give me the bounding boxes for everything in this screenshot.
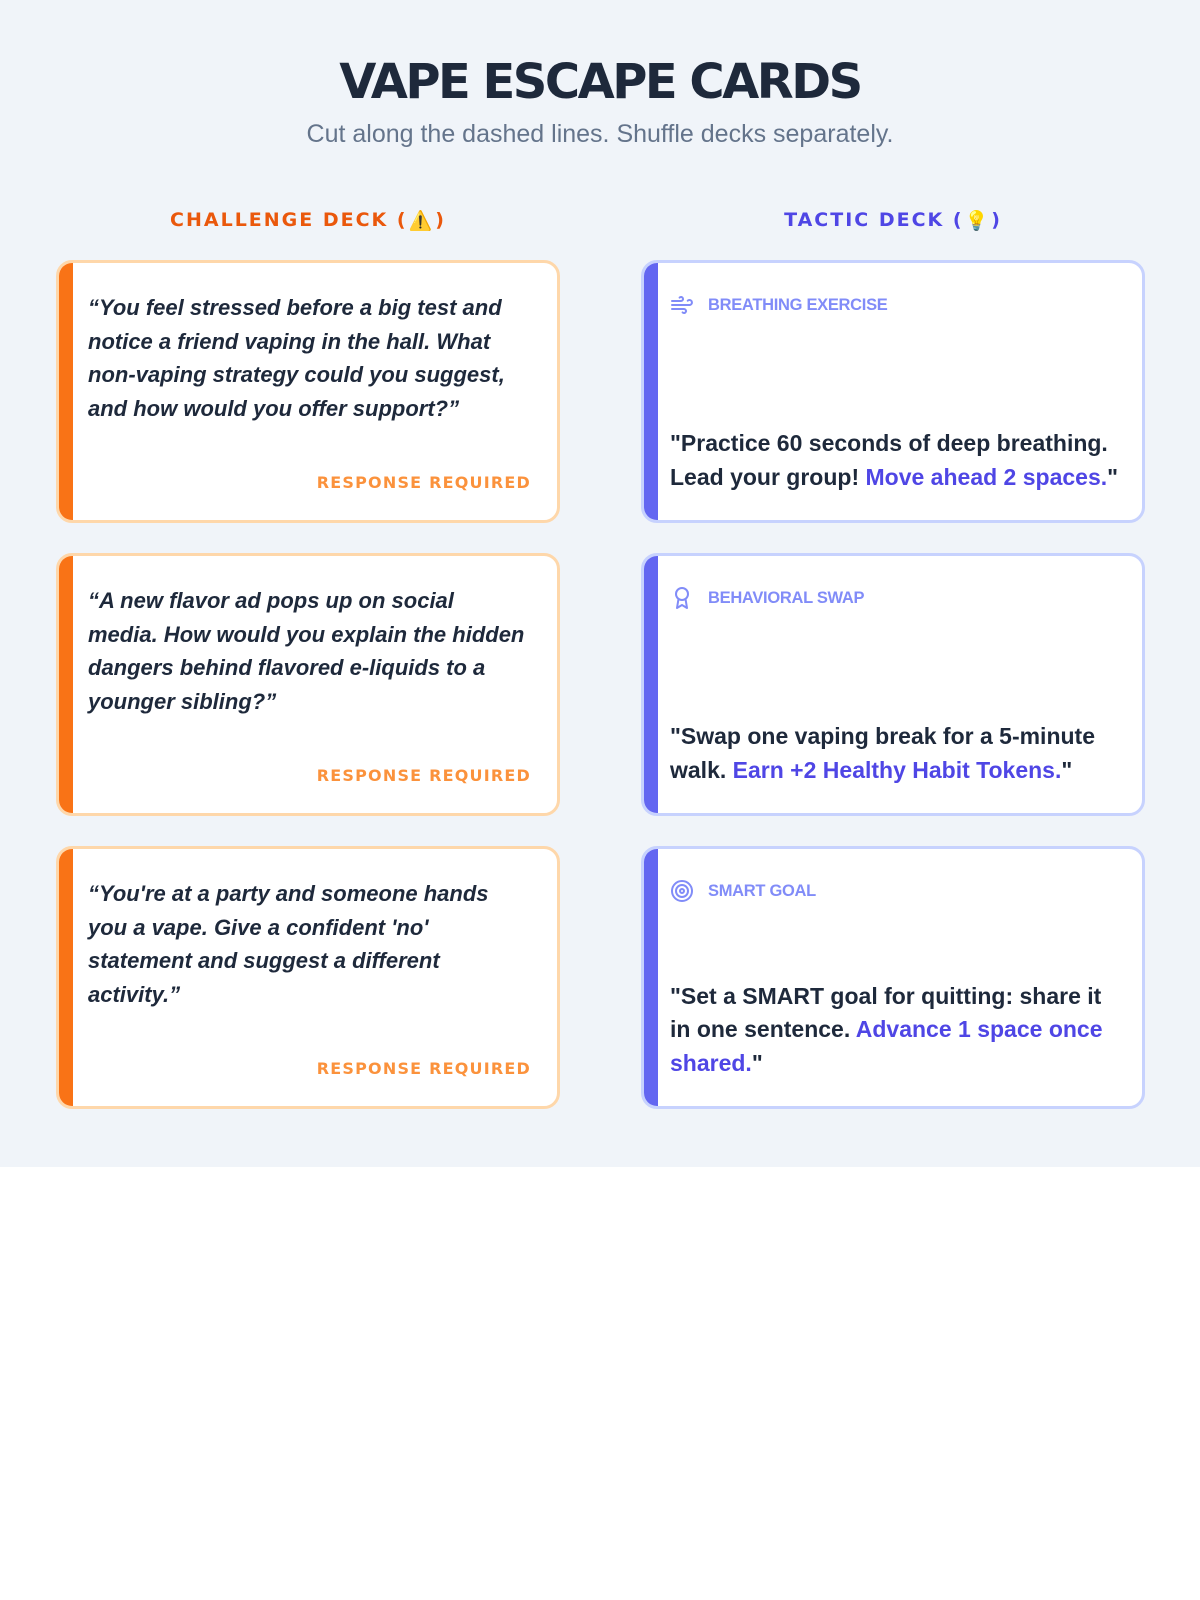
tactic-card-2 xyxy=(641,553,1145,816)
warning-icon: ⚠️ xyxy=(408,209,435,232)
page-subtitle: Cut along the dashed lines. Shuffle decks separately. xyxy=(306,120,894,148)
tactic-card-instruction: "Swap one vaping break for a 5-minute walk. xyxy=(670,723,1095,783)
tactic-card-3 xyxy=(641,846,1145,1109)
challenge-card-text: “You're at a party and someone hands you a vape. Give a confident 'no' statement and suggest a different activity.” xyxy=(88,881,489,1007)
response-required-label: RESPONSE REQUIRED xyxy=(316,473,531,492)
tactic-card-header xyxy=(670,879,816,903)
tactic-card-stripe xyxy=(644,263,658,520)
tactic-card-reward: Advance 1 space once shared. xyxy=(670,1016,1103,1076)
tactic-card-quote-close: " xyxy=(751,1049,763,1076)
lightbulb-icon: 💡 xyxy=(964,209,991,232)
response-required-label: RESPONSE REQUIRED xyxy=(316,766,531,785)
tactic-card-quote-close: " xyxy=(1107,463,1119,490)
tactic-deck-title xyxy=(641,206,1145,235)
tactic-card-header xyxy=(670,586,864,610)
challenge-card-stripe xyxy=(59,849,73,1106)
wind-icon xyxy=(670,293,694,317)
challenge-card-text: “You feel stressed before a big test and notice a friend vaping in the hall. What non-vaping strategy could you suggest, and how would you offer support?” xyxy=(88,295,505,421)
tactic-deck-title-close: ) xyxy=(991,209,1002,231)
response-required-label: RESPONSE REQUIRED xyxy=(316,1059,531,1078)
challenge-card-3 xyxy=(56,846,560,1109)
award-icon xyxy=(670,586,694,610)
tactic-card-instruction: "Set a SMART goal for quitting: share it in one sentence. xyxy=(670,982,1102,1042)
challenge-card-2 xyxy=(56,553,560,816)
tactic-card-text xyxy=(670,720,1120,787)
tactic-card-reward: Earn +2 Healthy Habit Tokens. xyxy=(732,756,1062,783)
tactic-card-instruction: "Practice 60 seconds of deep breathing. Lead your group! xyxy=(670,430,1108,490)
tactic-card-stripe xyxy=(644,849,658,1106)
tactic-card-text xyxy=(670,980,1120,1081)
tactic-card-label: BREATHING EXERCISE xyxy=(708,295,888,314)
challenge-deck-title xyxy=(56,206,560,235)
challenge-deck-title-text: CHALLENGE DECK ( xyxy=(170,209,408,231)
tactic-card-reward: Move ahead 2 spaces. xyxy=(865,463,1108,490)
challenge-card-stripe xyxy=(59,263,73,520)
page-title: VAPE ESCAPE CARDS xyxy=(339,54,861,110)
tactic-deck-title-text: TACTIC DECK ( xyxy=(784,209,964,231)
challenge-card-stripe xyxy=(59,556,73,813)
tactic-card-text xyxy=(670,427,1120,494)
tactic-card-quote-close: " xyxy=(1061,756,1073,783)
tactic-card-header xyxy=(670,293,887,317)
tactic-card-stripe xyxy=(644,556,658,813)
tactic-card-label: BEHAVIORAL SWAP xyxy=(708,588,865,607)
challenge-card-text: “A new flavor ad pops up on social media. How would you explain the hidden dangers behind flavored e-liquids to a younger sibling?” xyxy=(88,588,525,714)
challenge-deck-title-close: ) xyxy=(435,209,446,231)
tactic-card-1 xyxy=(641,260,1145,523)
tactic-card-label: SMART GOAL xyxy=(708,881,816,900)
target-icon xyxy=(670,879,694,903)
challenge-card-1 xyxy=(56,260,560,523)
